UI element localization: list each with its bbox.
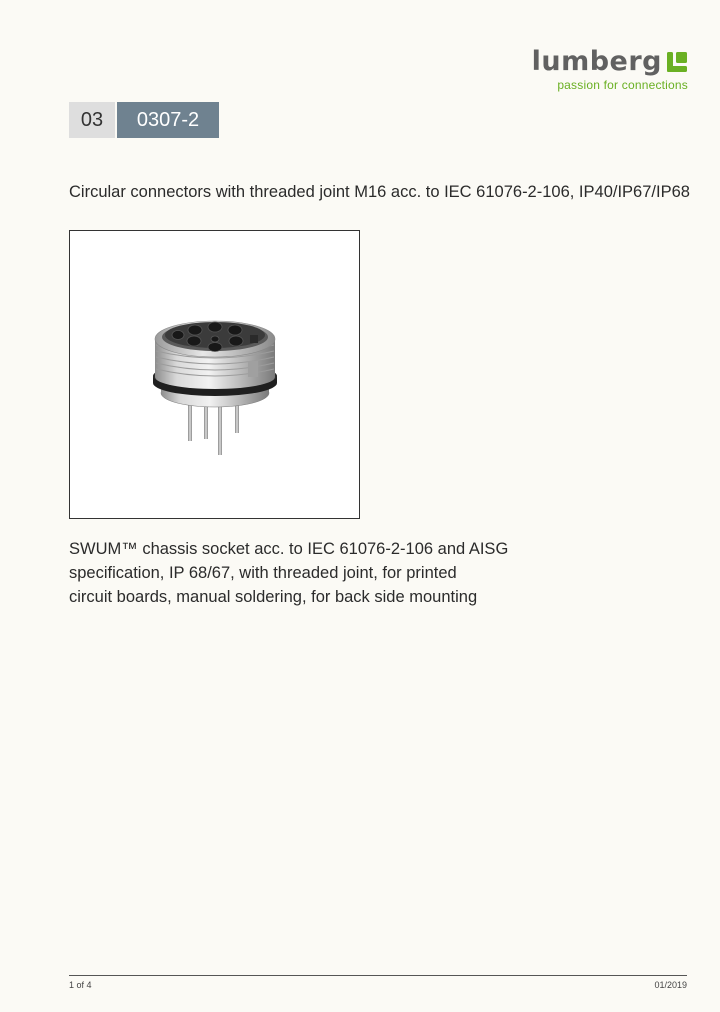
product-number	[69, 102, 219, 138]
lumberg-l-mark-icon	[666, 51, 688, 73]
product-image-frame	[69, 230, 360, 519]
page-counter: 1 of 4	[69, 980, 92, 990]
brand-wordmark: lumberg	[531, 46, 662, 77]
description-line: circuit boards, manual soldering, for back side mounting	[69, 588, 478, 606]
description-line: specification, IP 68/67, with threaded joint, for printed	[69, 564, 457, 582]
logo-row	[498, 48, 688, 75]
category-title: Circular connectors with threaded joint M16 acc. to IEC 61076-2-106, IP40/IP67/IP68	[69, 183, 690, 201]
brand-logo	[498, 48, 688, 92]
product-prefix: 03	[69, 102, 115, 138]
circular-connector-socket-icon	[70, 231, 359, 518]
brand-tagline: passion for connections	[557, 78, 688, 92]
document-date: 01/2019	[654, 980, 687, 990]
product-code: 0307-2	[117, 102, 219, 138]
product-description	[69, 537, 509, 609]
description-line: SWUM™ chassis socket acc. to IEC 61076-2-106 and AISG	[69, 540, 509, 558]
page-footer	[69, 975, 687, 990]
